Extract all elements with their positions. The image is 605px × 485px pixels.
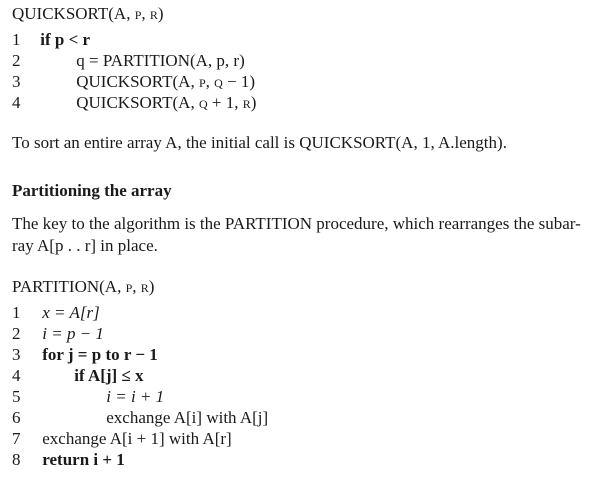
code-text: if p < r [40,30,91,49]
section-heading: Partitioning the array [12,181,172,200]
line-number: 4 [12,93,21,112]
sort-paragraph: To sort an entire array A, the initial call is QUICKSORT(A, 1, A.length). [12,133,507,152]
line-number: 7 [12,429,21,448]
line-number: 1 [12,303,21,322]
quicksort-line-1 [12,30,90,50]
quicksort-line-3 [12,72,255,92]
partition-header: PARTITION(A, p, r) [12,277,155,296]
partition-line-2 [12,324,104,344]
partition-paragraph-line-2: ray A[p . . r] in place. [12,236,158,255]
partition-line-1 [12,303,100,323]
quicksort-line-4 [12,93,256,113]
line-number: 5 [12,387,21,406]
quicksort-header: QUICKSORT(A, p, r) [12,4,164,23]
code-text: i = p − 1 [42,324,104,343]
code-text: QUICKSORT(A, q + 1, r) [76,93,257,112]
partition-paragraph-line-1: The key to the algorithm is the PARTITION procedure, which rearranges the subar- [12,214,581,233]
partition-line-5 [12,387,164,407]
partition-line-4 [12,366,144,386]
line-number: 8 [12,450,21,469]
code-text: if A[j] ≤ x [74,366,144,385]
partition-line-8 [12,450,125,470]
partition-line-7 [12,429,232,449]
line-number: 3 [12,72,21,91]
line-number: 2 [12,51,21,70]
code-text: for j = p to r − 1 [42,345,158,364]
line-number: 3 [12,345,21,364]
code-text: return i + 1 [42,450,125,469]
line-number: 6 [12,408,21,427]
quicksort-line-2 [12,51,245,71]
line-number: 2 [12,324,21,343]
partition-line-6 [12,408,268,428]
code-text: q = PARTITION(A, p, r) [76,51,245,70]
line-number: 1 [12,30,21,49]
code-text: exchange A[i + 1] with A[r] [42,429,232,448]
code-text: QUICKSORT(A, p, q − 1) [76,72,256,91]
code-text: exchange A[i] with A[j] [106,408,269,427]
line-number: 4 [12,366,21,385]
partition-line-3 [12,345,158,365]
code-text: i = i + 1 [106,387,165,406]
code-text: x = A[r] [42,303,100,322]
